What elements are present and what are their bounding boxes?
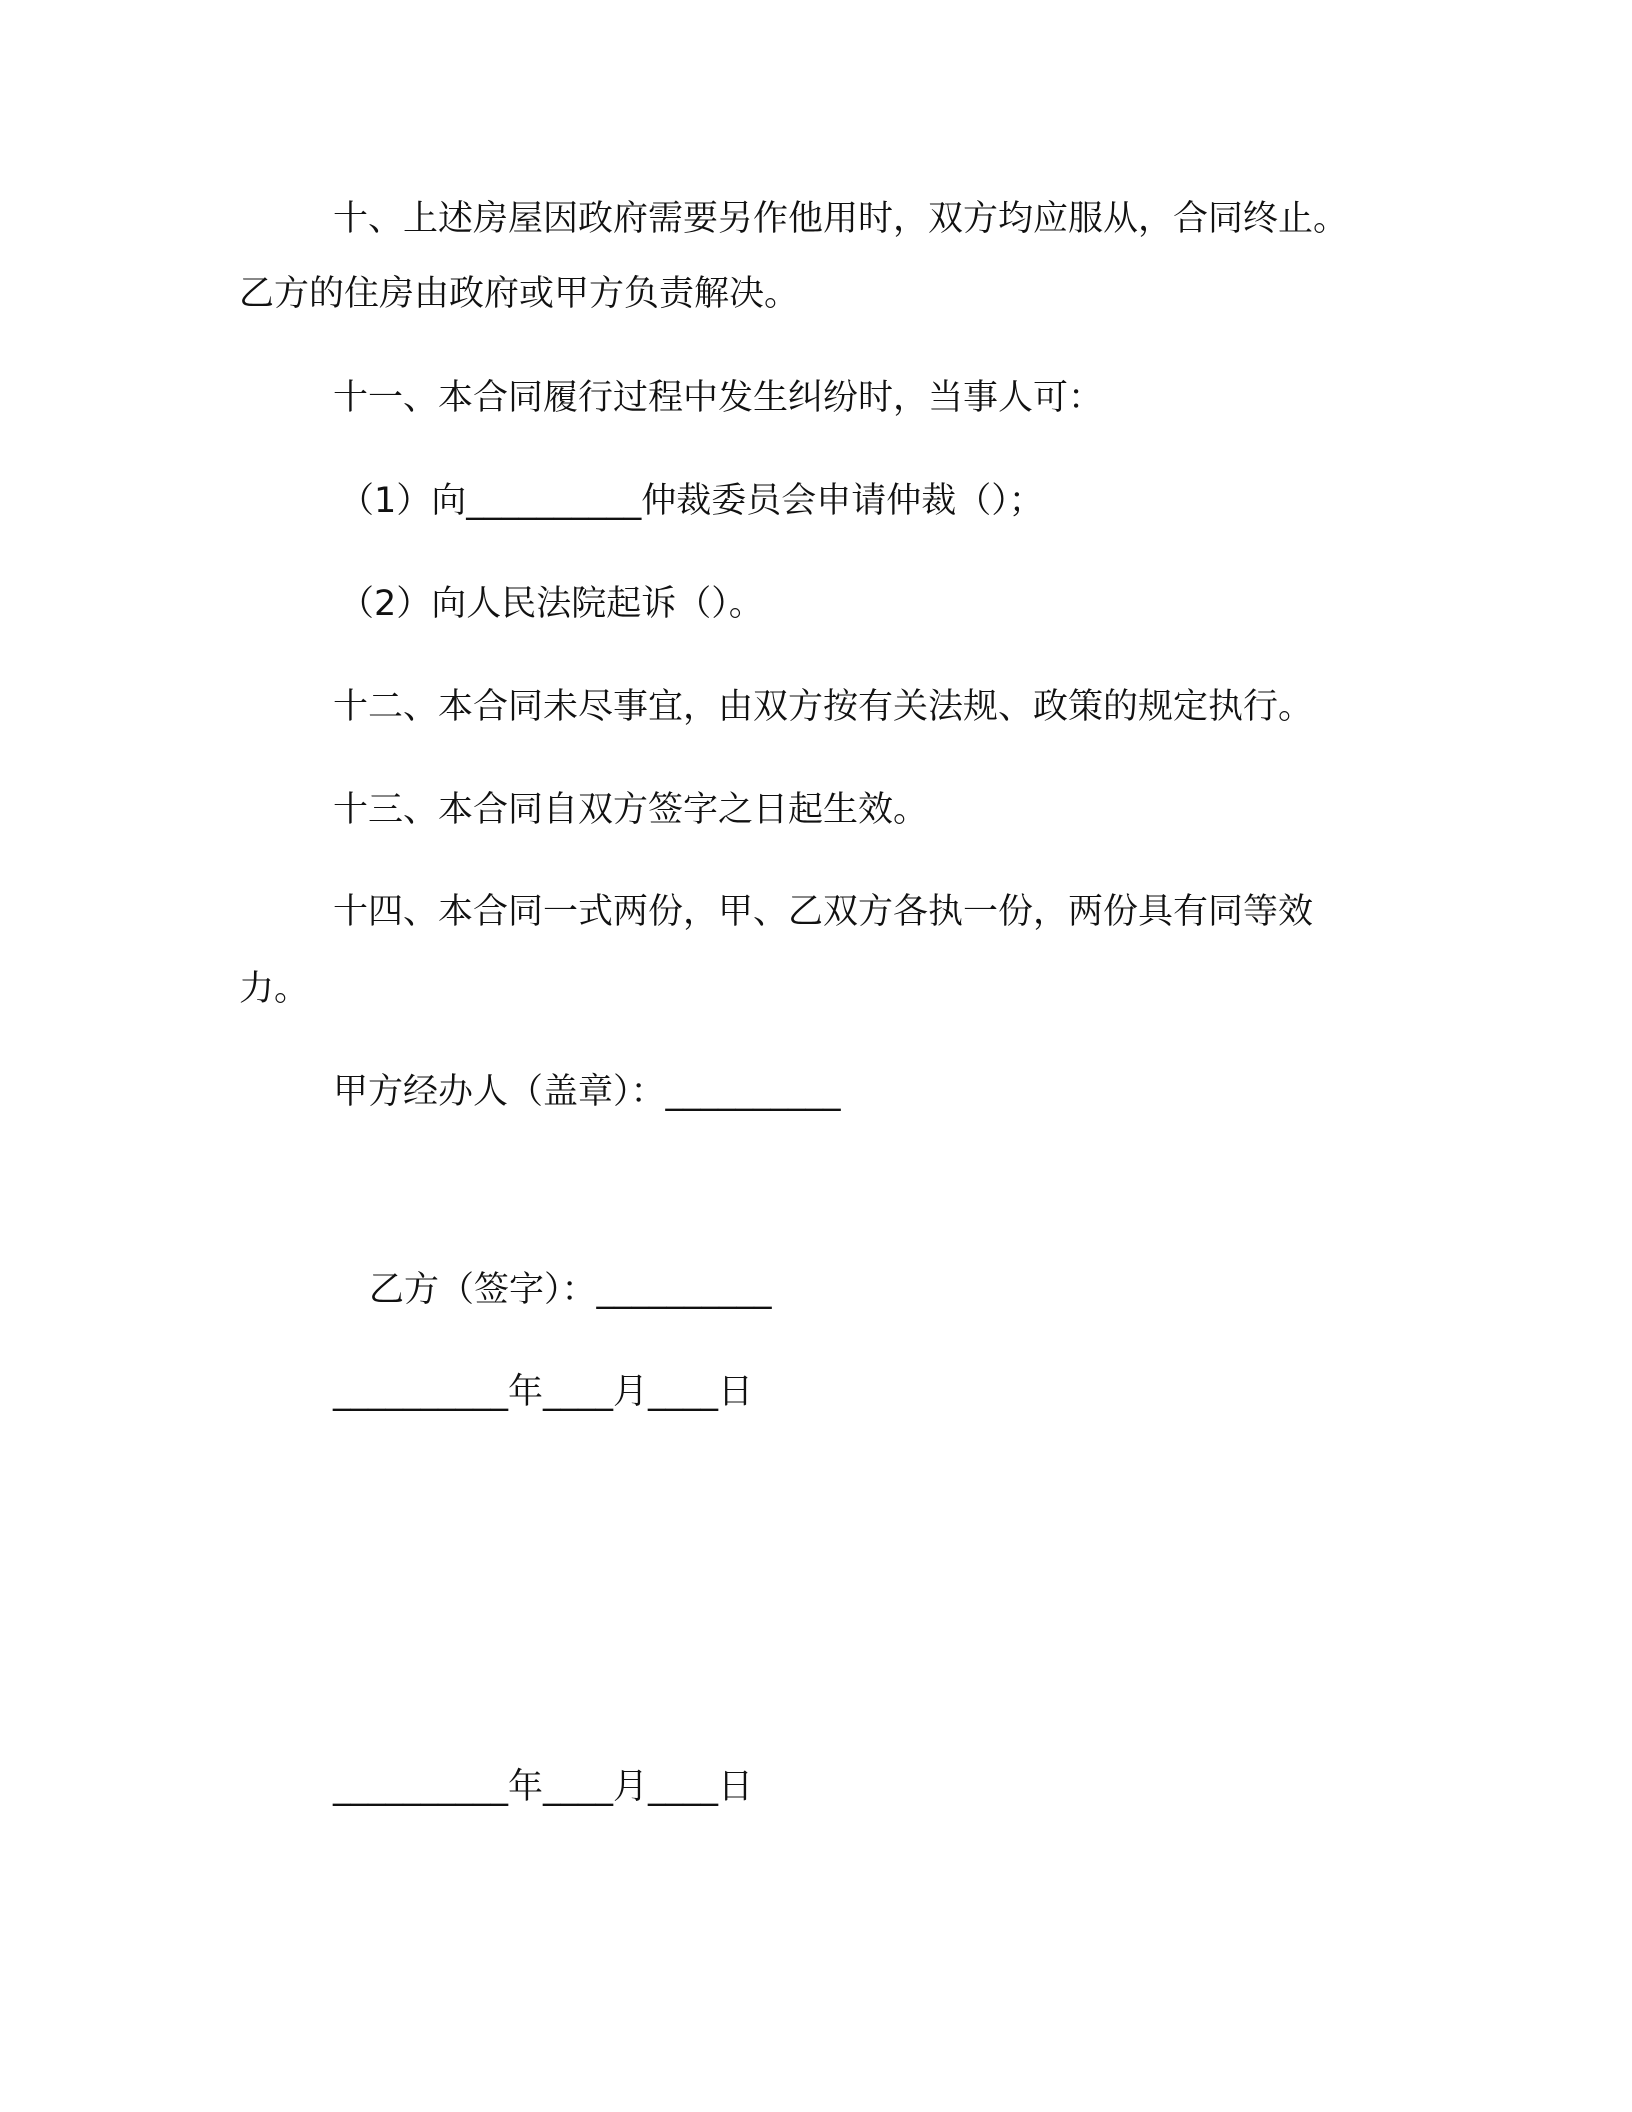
clause-11-option-1: （1）向__________仲裁委员会申请仲裁（）；: [339, 481, 1044, 521]
party-b-signature: 乙方（签字）：__________: [369, 1270, 772, 1310]
clause-13: 十三、本合同自双方签字之日起生效。: [333, 790, 929, 830]
clause-11-intro: 十一、本合同履行过程中发生纠纷时，当事人可：: [333, 378, 1104, 418]
date-line-b: __________年____月____日: [333, 1767, 754, 1807]
clause-11-option-2: （2）向人民法院起诉（）。: [339, 584, 764, 624]
clause-14-line-2: 力。: [239, 969, 310, 1009]
party-a-signature: 甲方经办人（盖章）：__________: [333, 1072, 841, 1112]
date-line-a: __________年____月____日: [333, 1372, 754, 1412]
clause-10-line-2: 乙方的住房由政府或甲方负责解决。: [239, 274, 800, 314]
clause-12: 十二、本合同未尽事宜，由双方按有关法规、政策的规定执行。: [333, 687, 1314, 727]
clause-14-line-1: 十四、本合同一式两份，甲、乙双方各执一份，两份具有同等效: [333, 892, 1314, 932]
clause-10-line-1: 十、上述房屋因政府需要另作他用时，双方均应服从，合同终止。: [333, 199, 1349, 239]
